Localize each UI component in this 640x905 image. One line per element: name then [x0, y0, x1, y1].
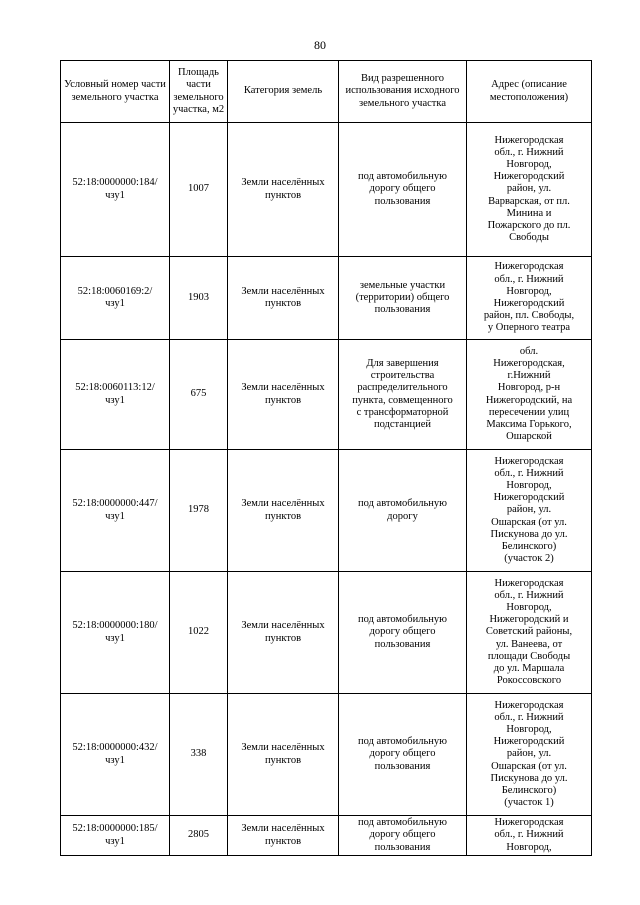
- table-row: [61, 816, 592, 856]
- cell-land-category: Земли населённых пунктов: [228, 450, 339, 572]
- cell-address: Нижегородская обл., г. Нижний Новгород,: [467, 816, 592, 856]
- cell-area: 1022: [170, 572, 228, 694]
- cell-address: Нижегородская обл., г. Нижний Новгород, Нижегородский район, ул. Ошарская (от ул. Пискунова до ул. Белинского) (участок 2): [467, 450, 592, 572]
- cell-area: 1007: [170, 123, 228, 257]
- cell-area: 1978: [170, 450, 228, 572]
- cell-parcel-number: 52:18:0000000:432/ чзу1: [61, 694, 170, 816]
- land-parcels-table: [60, 60, 592, 856]
- cell-parcel-number: 52:18:0060113:12/ чзу1: [61, 340, 170, 450]
- cell-permitted-use: Для завершения строительства распределительного пункта, совмещенного с трансформаторной подстанцией: [339, 340, 467, 450]
- cell-permitted-use: земельные участки (территории) общего пользования: [339, 257, 467, 340]
- cell-permitted-use: под автомобильную дорогу общего пользования: [339, 123, 467, 257]
- table-row: [61, 257, 592, 340]
- cell-land-category: Земли населённых пунктов: [228, 340, 339, 450]
- cell-address: Нижегородская обл., г. Нижний Новгород, Нижегородский и Советский районы, ул. Ванеева, от площади Свободы до ул. Маршала Рокоссовского: [467, 572, 592, 694]
- cell-permitted-use: под автомобильную дорогу общего пользования: [339, 694, 467, 816]
- cell-parcel-number: 52:18:0060169:2/ чзу1: [61, 257, 170, 340]
- cell-address: Нижегородская обл., г. Нижний Новгород, Нижегородский район, ул. Ошарская (от ул. Пискунова до ул. Белинского) (участок 1): [467, 694, 592, 816]
- table-row: [61, 572, 592, 694]
- page-number: 80: [314, 38, 326, 52]
- cell-land-category: Земли населённых пунктов: [228, 123, 339, 257]
- header-area: Площадь части земельного участка, м2: [170, 61, 228, 123]
- table-row: [61, 450, 592, 572]
- cell-parcel-number: 52:18:0000000:184/ чзу1: [61, 123, 170, 257]
- cell-permitted-use: под автомобильную дорогу: [339, 450, 467, 572]
- header-permitted-use: Вид разрешенного использования исходного земельного участка: [339, 61, 467, 123]
- header-parcel-number: Условный номер части земельного участка: [61, 61, 170, 123]
- cell-area: 1903: [170, 257, 228, 340]
- table-header-row: [61, 61, 592, 123]
- cell-area: 2805: [170, 816, 228, 856]
- header-address: Адрес (описание местоположения): [467, 61, 592, 123]
- cell-parcel-number: 52:18:0000000:180/ чзу1: [61, 572, 170, 694]
- cell-area: 675: [170, 340, 228, 450]
- header-land-category: Категория земель: [228, 61, 339, 123]
- cell-address: обл. Нижегородская, г.Нижний Новгород, р-н Нижегородский, на пересечении улиц Максима Горького, Ошарской: [467, 340, 592, 450]
- cell-address: Нижегородская обл., г. Нижний Новгород, Нижегородский район, ул. Варварская, от пл. Минина и Пожарского до пл. Свободы: [467, 123, 592, 257]
- cell-parcel-number: 52:18:0000000:447/ чзу1: [61, 450, 170, 572]
- table-row: [61, 340, 592, 450]
- table-row: [61, 694, 592, 816]
- cell-permitted-use: под автомобильную дорогу общего пользования: [339, 816, 467, 856]
- cell-land-category: Земли населённых пунктов: [228, 816, 339, 856]
- cell-land-category: Земли населённых пунктов: [228, 257, 339, 340]
- cell-land-category: Земли населённых пунктов: [228, 572, 339, 694]
- cell-permitted-use: под автомобильную дорогу общего пользования: [339, 572, 467, 694]
- cell-parcel-number: 52:18:0000000:185/ чзу1: [61, 816, 170, 856]
- cell-land-category: Земли населённых пунктов: [228, 694, 339, 816]
- table-row: [61, 123, 592, 257]
- cell-address: Нижегородская обл., г. Нижний Новгород, Нижегородский район, пл. Свободы, у Оперного театра: [467, 257, 592, 340]
- cell-area: 338: [170, 694, 228, 816]
